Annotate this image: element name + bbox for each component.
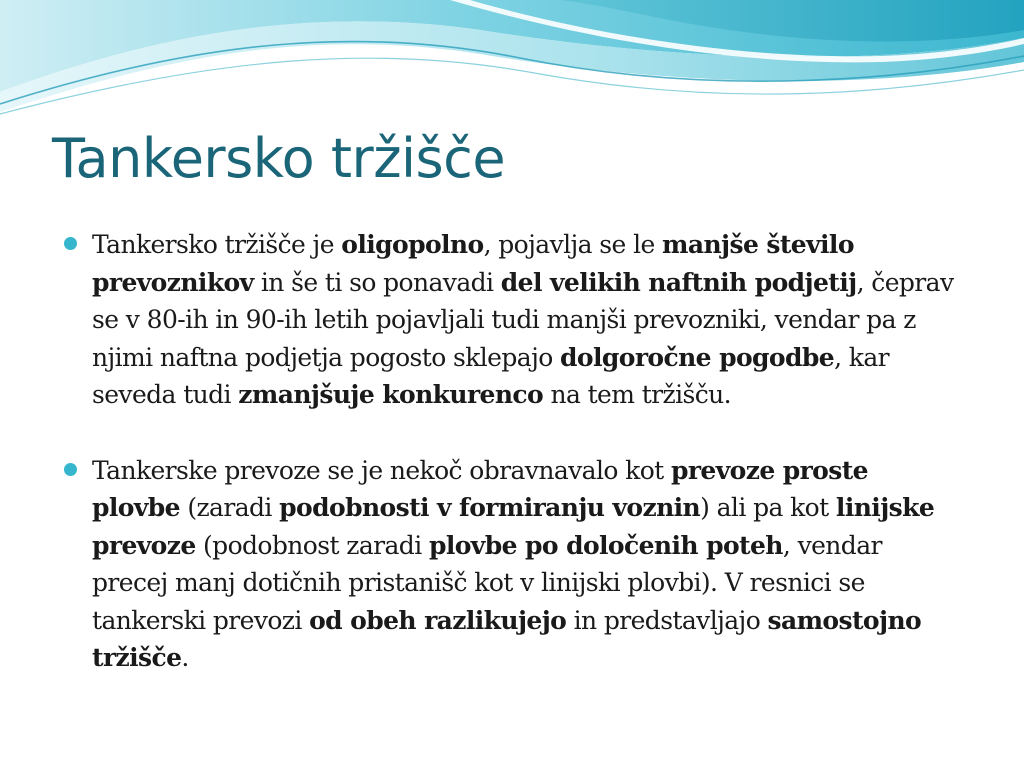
bold-text-segment: samostojno tržišče xyxy=(92,605,922,672)
bold-text-segment: prevoze proste plovbe xyxy=(92,455,868,522)
bold-text-segment: od obeh razlikujejo xyxy=(309,605,567,635)
text-segment: , vendar precej manj dotičnih pristanišč kot v linijski plovbi). V resnici se tankerski prevozi xyxy=(92,530,882,635)
header-wave-decoration xyxy=(0,0,1024,130)
text-segment: , pojavlja se le xyxy=(483,230,663,259)
bold-text-segment: dolgoročne pogodbe xyxy=(560,342,835,372)
bold-text-segment: oligopolno xyxy=(341,230,484,259)
text-segment: in še ti so ponavadi xyxy=(253,267,501,297)
text-segment: , čeprav se v 80-ih in 90-ih letih pojavljali tudi manjši prevozniki, vendar pa z njimi naftna podjetja pogosto sklepajo xyxy=(92,267,954,372)
text-segment: Tankerske prevoze se je nekoč obravnavalo kot xyxy=(92,455,671,485)
bullet-text xyxy=(92,456,934,673)
bullet-item xyxy=(62,452,962,677)
bullet-dot-icon xyxy=(64,237,77,250)
text-segment: (zaradi xyxy=(179,493,280,522)
bold-text-segment: linijske prevoze xyxy=(92,493,935,560)
bold-text-segment: plovbe po določenih poteh xyxy=(428,530,783,560)
text-segment: . xyxy=(181,643,189,672)
bold-text-segment: manjše število prevoznikov xyxy=(92,230,854,297)
text-segment: Tankersko tržišče je xyxy=(92,230,342,259)
text-segment: in predstavljajo xyxy=(566,605,768,635)
text-segment: ) ali pa kot xyxy=(700,493,836,522)
bold-text-segment: zmanjšuje konkurenco xyxy=(238,380,544,409)
bold-text-segment: podobnosti v formiranju voznin xyxy=(279,493,701,522)
text-segment: (podobnost zaradi xyxy=(195,530,429,560)
bullet-dot-icon xyxy=(64,463,77,476)
bullet-item xyxy=(62,226,962,414)
bullet-list xyxy=(62,226,962,715)
text-segment: , kar seveda tudi xyxy=(92,342,889,409)
slide-title: Tankersko tržišče xyxy=(52,127,506,190)
text-segment: na tem tržišču. xyxy=(543,380,731,409)
bold-text-segment: del velikih naftnih podjetij xyxy=(500,267,857,297)
bullet-text xyxy=(92,230,953,409)
